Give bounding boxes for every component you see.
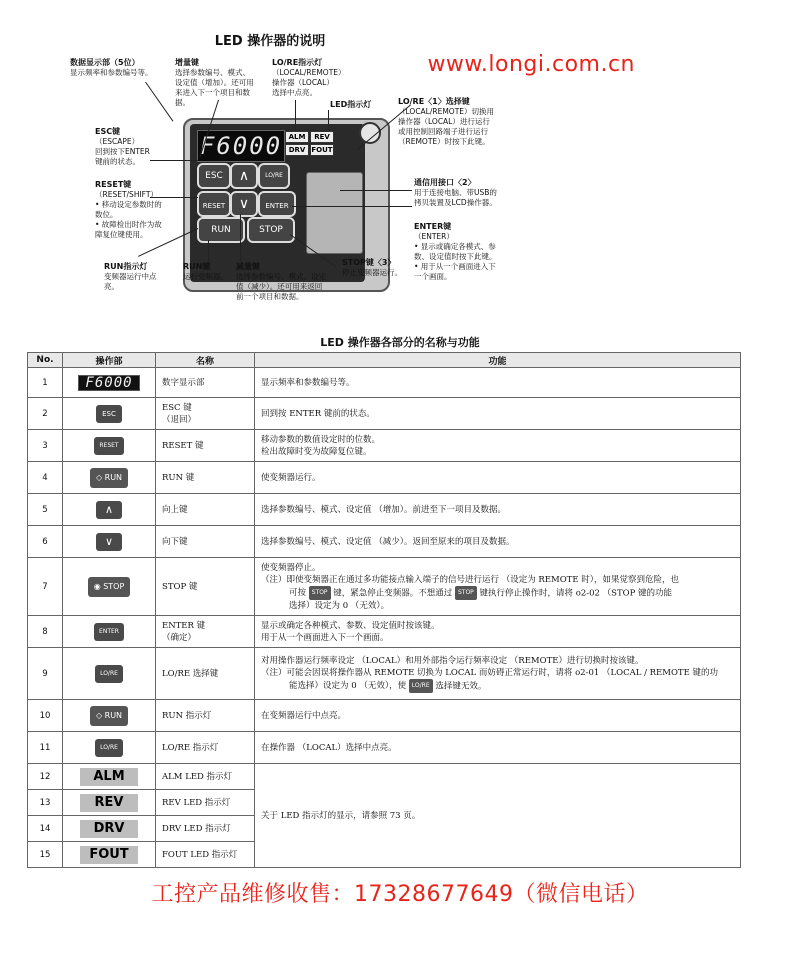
row-name: RESET 键 (156, 430, 255, 462)
page-title: LED 操作器的说明 (214, 34, 326, 49)
table-row (28, 732, 741, 764)
header-no: No. (28, 353, 63, 368)
comm-port (306, 172, 363, 254)
row-name: STOP 键 (156, 558, 255, 616)
footer-contact: 工控产品维修收售：17328677649（微信电话） (151, 882, 649, 907)
table-row (28, 494, 741, 526)
enter-button[interactable]: ENTER (258, 191, 296, 217)
esc-button[interactable]: ESC (197, 163, 231, 189)
annotation-comm-port: 通信用接口〈2〉 用于连接电脑、带USB的拷贝装置及LCD操作器。 (414, 178, 497, 207)
row-no: 4 (28, 462, 63, 494)
row-name: 向下键 (156, 526, 255, 558)
stop-key-icon: ◉ STOP (88, 577, 131, 597)
leader-line (292, 206, 412, 207)
leader-line (328, 110, 329, 130)
reset-key-icon: RESET (94, 437, 123, 455)
row-name: DRV LED 指示灯 (156, 816, 255, 842)
digital-display: F6000 (197, 130, 285, 162)
row-function: 使变频器停止。 （注）即使变频器正在通过多功能接点输入端子的信号进行运行 （设定为 REMOTE 时），如果觉察到危险，也 可按 STOP 键，紧急停止变频器。不想通过 STOP 键执行停止操作时，请将 o2-02 （STOP 键的功能 选择）设定为 0 （无效）。 (255, 558, 741, 616)
row-name: 数字显示部 (156, 368, 255, 398)
row-no: 12 (28, 764, 63, 790)
annotation-reset-key: RESET键 （RESET/SHIFT） • 移动设定参数时的数位。 • 故障检出时作为故障复位键使用。 (95, 180, 162, 239)
lore-button[interactable]: LO/RE (258, 163, 290, 189)
annotation-stop-key: STOP键〈3〉 停止变频器运行。 (342, 258, 402, 277)
row-function: 移动参数的数值设定时的位数。 检出故障时变为故障复位键。 (255, 430, 741, 462)
leader-line (208, 240, 209, 262)
lore-key-inline-icon: LO/RE (409, 679, 433, 693)
led-indicator-group (285, 131, 333, 157)
row-no: 3 (28, 430, 63, 462)
table-title: LED 操作器各部分的名称与功能 (320, 336, 480, 349)
header-name: 名称 (156, 353, 255, 368)
rev-led-icon: REV (80, 794, 138, 812)
row-name: FOUT LED 指示灯 (156, 842, 255, 868)
alm-led-icon: ALM (80, 768, 138, 786)
run-key-icon: ◇ RUN (90, 468, 128, 488)
parts-table (27, 352, 741, 868)
annotation-display: 数据显示部（5位） 显示频率和参数编号等。 (70, 58, 153, 77)
row-name: ESC 键 （退回） (156, 398, 255, 430)
annotation-run-led: RUN指示灯 变频器运行中点亮。 (104, 262, 157, 291)
up-arrow-icon: ∧ (96, 501, 122, 519)
esc-key-icon: ESC (96, 405, 122, 423)
row-no: 15 (28, 842, 63, 868)
row-name: ENTER 键 （确定） (156, 616, 255, 648)
annotation-enter-key: ENTER键 （ENTER） • 显示或确定各模式、参数、设定值时按下此键。 • 用于从一个画面进入下一个画面。 (414, 222, 497, 281)
led-rev: REV (310, 131, 334, 143)
table-row (28, 700, 741, 732)
row-function: 在变频器运行中点亮。 (255, 700, 741, 732)
row-function: 选择参数编号、模式、设定值 （减少）。返回至原来的项目及数据。 (255, 526, 741, 558)
annotation-led: LED指示灯 (330, 100, 372, 109)
leader-line (145, 82, 173, 122)
stop-key-inline-icon: STOP (309, 586, 331, 600)
table-row (28, 764, 741, 790)
annotation-down-key: 减量键 选择参数编号、模式、设定值（减少）。还可用来返回前一个项目和数据。 (236, 262, 326, 301)
led-drv: DRV (285, 144, 309, 156)
down-button[interactable]: ∨ (230, 191, 258, 217)
row-no: 2 (28, 398, 63, 430)
display-icon: F6000 (78, 375, 139, 391)
row-name: LO/RE 选择键 (156, 648, 255, 700)
row-function: 对用操作器运行频率设定 （LOCAL）和用外部指令运行频率设定 （REMOTE）进行切换时按该键。 （注）可能会因误将操作器从 REMOTE 切换为 LOCAL 而妨碍正常运行时，请将 o2-01 （LOCAL / REMOTE 键的功 能选择）设定为 0 （无效），使 LO/RE 选择键无效。 (255, 648, 741, 700)
led-alm: ALM (285, 131, 309, 143)
row-function: 显示或确定各种模式、参数、设定值时按该键。 用于从一个画面进入下一个画面。 (255, 616, 741, 648)
annotation-esc-key: ESC键 （ESCAPE） 回到按下ENTER键前的状态。 (95, 127, 150, 166)
reset-button[interactable]: RESET (197, 191, 231, 217)
header-part: 操作部 (63, 353, 156, 368)
table-row (28, 462, 741, 494)
table-header-row (28, 353, 741, 368)
table-row (28, 648, 741, 700)
row-name: RUN 键 (156, 462, 255, 494)
table-row (28, 368, 741, 398)
table-row (28, 398, 741, 430)
enter-key-icon: ENTER (94, 623, 124, 641)
row-name: ALM LED 指示灯 (156, 764, 255, 790)
row-function: 回到按 ENTER 键前的状态。 (255, 398, 741, 430)
table-row (28, 616, 741, 648)
row-no: 8 (28, 616, 63, 648)
lore-key-icon: LO/RE (95, 665, 123, 683)
row-function: 在操作器 （LOCAL）选择中点亮。 (255, 732, 741, 764)
leader-line (295, 100, 296, 130)
annotation-lore-key: LO/RE〈1〉选择键 （LOCAL/REMOTE）切换用操作器（LOCAL）进行运行或用控制回路端子进行运行（REMOTE）时按下此键。 (398, 97, 495, 146)
row-function: 关于 LED 指示灯的显示，请参照 73 页。 (255, 764, 741, 868)
lore-led-icon: LO/RE (95, 739, 123, 757)
row-no: 11 (28, 732, 63, 764)
row-name: RUN 指示灯 (156, 700, 255, 732)
table-row (28, 558, 741, 616)
led-fout: FOUT (311, 146, 333, 154)
watermark-url: www.longi.com.cn (427, 52, 635, 77)
header-function: 功能 (255, 353, 741, 368)
row-function: 使变频器运行。 (255, 462, 741, 494)
row-name: 向上键 (156, 494, 255, 526)
run-led-icon: ◇ RUN (90, 706, 128, 726)
row-no: 7 (28, 558, 63, 616)
row-name: REV LED 指示灯 (156, 790, 255, 816)
leader-line (150, 160, 198, 161)
leader-line (240, 214, 241, 262)
row-no: 13 (28, 790, 63, 816)
drv-led-icon: DRV (80, 820, 138, 838)
row-no: 9 (28, 648, 63, 700)
row-name: LO/RE 指示灯 (156, 732, 255, 764)
table-row (28, 526, 741, 558)
table-row (28, 430, 741, 462)
fout-led-icon: FOUT (80, 846, 138, 864)
stop-key-inline-icon: STOP (455, 586, 477, 600)
annotation-lore-led: LO/RE指示灯 （LOCAL/REMOTE）操作器（LOCAL）选择中点亮。 (272, 58, 346, 97)
row-function: 显示频率和参数编号等。 (255, 368, 741, 398)
leader-line (340, 190, 412, 191)
row-no: 5 (28, 494, 63, 526)
annotation-run-key: RUN键 运行变频器。 (183, 262, 228, 281)
down-arrow-icon: ∨ (96, 533, 122, 551)
run-button[interactable]: RUN (197, 217, 245, 243)
up-button[interactable]: ∧ (230, 163, 258, 189)
annotation-up-key: 增量键 选择参数编号、模式、设定值（增加）。还可用来进入下一个项目和数据。 (175, 58, 254, 107)
row-function: 选择参数编号、模式、设定值 （增加）。前进至下一项目及数据。 (255, 494, 741, 526)
row-no: 14 (28, 816, 63, 842)
stop-button[interactable]: STOP (247, 217, 295, 243)
row-no: 6 (28, 526, 63, 558)
row-no: 1 (28, 368, 63, 398)
row-no: 10 (28, 700, 63, 732)
